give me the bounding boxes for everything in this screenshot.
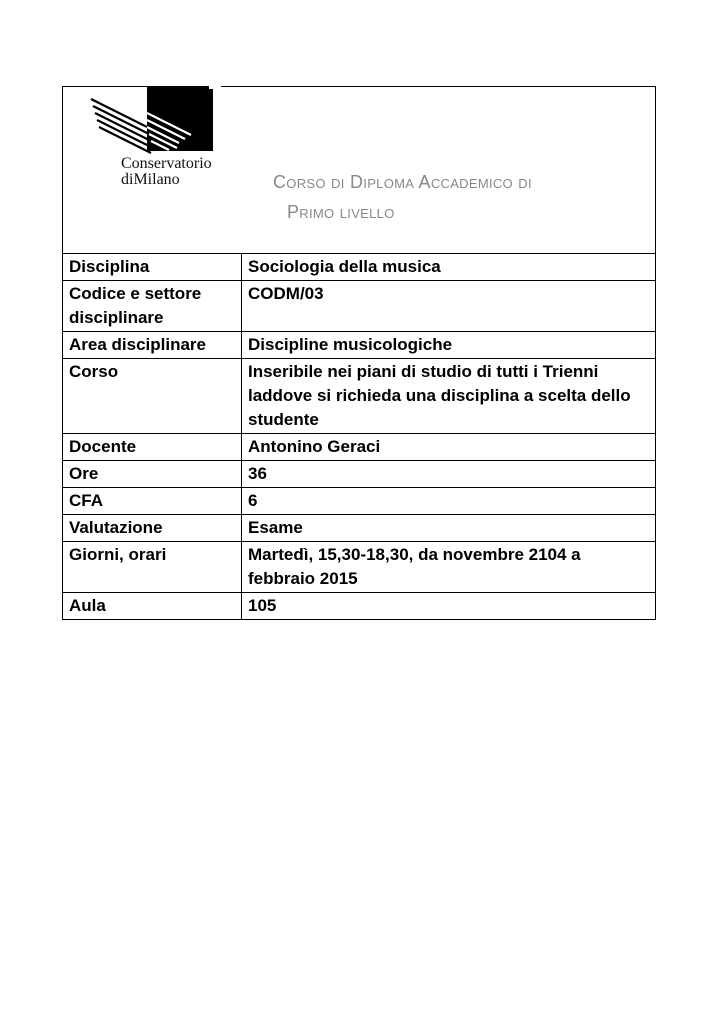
- row-value: Martedì, 15,30-18,30, da novembre 2104 a febbraio 2015: [242, 542, 656, 593]
- table-row: [63, 593, 655, 620]
- row-value: 36: [242, 461, 656, 488]
- table-row: [63, 488, 655, 515]
- table-row: [63, 461, 655, 488]
- row-value: Discipline musicologiche: [242, 332, 656, 359]
- table-row: [63, 332, 655, 359]
- row-label: Docente: [63, 434, 242, 461]
- title-line-1: Corso di Diploma Accademico di: [273, 172, 532, 192]
- row-label: Disciplina: [63, 254, 242, 281]
- row-value: 6: [242, 488, 656, 515]
- logo-wordmark: [121, 156, 212, 188]
- logo-line-1: Conservatorio: [121, 155, 212, 172]
- row-value: Esame: [242, 515, 656, 542]
- course-sheet: [62, 86, 656, 620]
- row-label: CFA: [63, 488, 242, 515]
- title-line-2: Primo livello: [287, 202, 395, 222]
- row-label: Giorni, orari: [63, 542, 242, 593]
- table-row: [63, 515, 655, 542]
- header: [63, 87, 655, 254]
- row-value: Antonino Geraci: [242, 434, 656, 461]
- row-label: Corso: [63, 359, 242, 434]
- table-row: [63, 434, 655, 461]
- row-value: Sociologia della musica: [248, 257, 441, 276]
- row-value: Inseribile nei piani di studio di tutti i Trienni laddove si richieda una disciplina a scelta dello studente: [242, 359, 656, 434]
- table-row: [63, 254, 655, 281]
- row-label: Codice e settore disciplinare: [63, 281, 242, 332]
- table-row: [63, 542, 655, 593]
- table-row: [63, 281, 655, 332]
- logo-line-2: diMilano: [121, 171, 180, 188]
- row-value: CODM/03: [242, 281, 656, 332]
- row-label: Aula: [63, 593, 242, 620]
- row-label: Area disciplinare: [63, 332, 242, 359]
- row-label: Ore: [63, 461, 242, 488]
- page-title: [273, 167, 532, 227]
- table-row: [63, 359, 655, 434]
- course-info-table: [63, 254, 655, 619]
- row-value: 105: [242, 593, 656, 620]
- row-label: Valutazione: [63, 515, 242, 542]
